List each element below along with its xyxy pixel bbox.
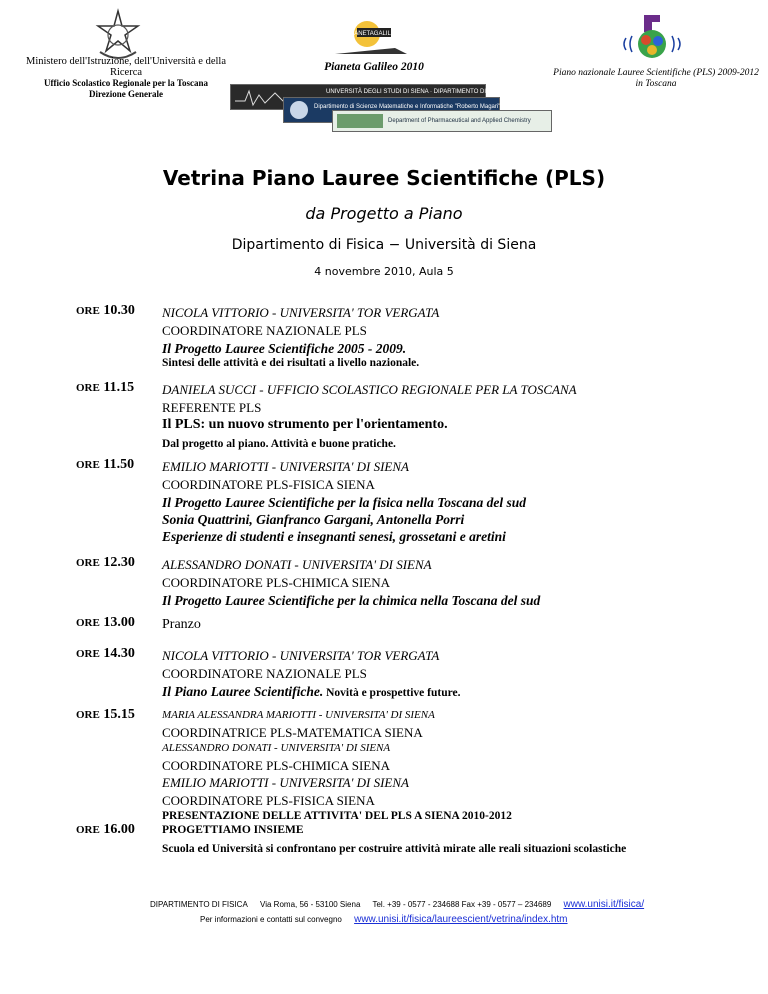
line-text: REFERENTE PLS bbox=[162, 400, 262, 415]
line-text: Il Progetto Lauree Scientifiche 2005 - 2009. bbox=[162, 341, 407, 356]
ministry-line-1: Ministero dell'Istruzione, dell'Università e della Ricerca bbox=[25, 56, 227, 78]
line-text: COORDINATORE PLS-FISICA SIENA bbox=[162, 477, 375, 492]
line-text: Il Progetto Lauree Scientifiche per la fisica nella Toscana del sud bbox=[162, 495, 526, 510]
galileo-caption: Pianeta Galileo 2010 bbox=[324, 61, 424, 73]
line-text: Dal progetto al piano. Attività e buone pratiche. bbox=[162, 438, 396, 450]
line-text: EMILIO MARIOTTI - UNIVERSITA' DI SIENA bbox=[162, 775, 409, 790]
talk-title bbox=[162, 528, 762, 545]
line-text: NICOLA VITTORIO - UNIVERSITA' TOR VERGATA bbox=[162, 305, 440, 320]
page-subtitle: da Progetto a Piano bbox=[305, 204, 463, 223]
time-slot bbox=[76, 555, 135, 571]
speaker-role bbox=[162, 725, 762, 740]
speaker-role bbox=[162, 575, 762, 590]
speaker-name bbox=[162, 382, 762, 398]
talk-title bbox=[162, 683, 762, 702]
page-title: Vetrina Piano Lauree Scientifiche (PLS) bbox=[162, 166, 606, 190]
ministry-line-3: Direzione Generale bbox=[88, 89, 164, 99]
talk-description bbox=[162, 357, 762, 369]
ministry-heading bbox=[10, 56, 242, 100]
department-line: Dipartimento di Fisica − Università di Siena bbox=[231, 237, 537, 253]
time-prefix: ORE bbox=[76, 557, 100, 569]
line-text: Sonia Quattrini, Gianfranco Gargani, Antonella Porri bbox=[162, 512, 465, 527]
line-text: Il Progetto Lauree Scientifiche per la chimica nella Toscana del sud bbox=[162, 593, 541, 608]
footer-dept: DIPARTIMENTO DI FISICA bbox=[150, 900, 248, 909]
line-text: COORDINATORE NAZIONALE PLS bbox=[162, 666, 367, 681]
talk-description bbox=[162, 810, 762, 822]
speaker-name bbox=[162, 775, 762, 791]
line-text: PRESENTAZIONE DELLE ATTIVITA' DEL PLS A SIENA 2010-2012 bbox=[162, 810, 512, 822]
line-text: Pranzo bbox=[162, 617, 201, 632]
speaker-role bbox=[162, 477, 762, 492]
time-value: 13.00 bbox=[103, 615, 135, 630]
speaker-name bbox=[162, 709, 762, 721]
line-text: Esperienze di studenti e insegnanti senesi, grossetani e aretini bbox=[162, 529, 506, 544]
line-text: Scuola ed Università si confrontano per costruire attività mirate alle reali situazioni scolastiche bbox=[162, 843, 627, 855]
galileo-logo-text: PIANETAGALILEO bbox=[348, 31, 400, 37]
speaker-role bbox=[162, 666, 762, 681]
talk-description: Novità e prospettive future. bbox=[323, 687, 461, 699]
line-text: COORDINATORE PLS-CHIMICA SIENA bbox=[162, 575, 391, 590]
time-value: 11.50 bbox=[103, 457, 135, 472]
talk-title bbox=[162, 417, 762, 433]
speaker-name bbox=[162, 557, 762, 573]
time-value: 10.30 bbox=[103, 303, 135, 318]
footer-address: Via Roma, 56 - 53100 Siena bbox=[260, 900, 361, 909]
banner-3-text: Department of Pharmaceutical and Applied Chemistry bbox=[388, 118, 531, 124]
line-text: Sintesi delle attività e dei risultati a livello nazionale. bbox=[162, 357, 420, 369]
time-prefix: ORE bbox=[76, 382, 100, 394]
talk-description bbox=[162, 438, 762, 450]
banner-pharmaceutical-chemistry bbox=[332, 110, 552, 132]
session-label bbox=[162, 617, 762, 633]
line-text: Il Piano Lauree Scientifiche. bbox=[162, 684, 324, 699]
time-slot bbox=[76, 615, 135, 631]
speaker-name bbox=[162, 742, 762, 754]
speaker-name bbox=[162, 648, 762, 664]
footer-info-line bbox=[200, 914, 760, 925]
time-value: 11.15 bbox=[103, 380, 135, 395]
line-text: Il PLS: un nuovo strumento per l'orientamento. bbox=[162, 417, 448, 432]
line-text: ALESSANDRO DONATI - UNIVERSITA' DI SIENA bbox=[162, 742, 391, 754]
time-prefix: ORE bbox=[76, 709, 100, 721]
footer-info: Per informazioni e contatti sul convegno bbox=[200, 915, 342, 924]
line-text: COORDINATORE PLS-CHIMICA SIENA bbox=[162, 758, 391, 773]
time-slot bbox=[76, 380, 134, 396]
time-slot bbox=[76, 646, 135, 662]
talk-title bbox=[162, 494, 762, 511]
pls-logo bbox=[622, 10, 682, 62]
line-text: MARIA ALESSANDRA MARIOTTI - UNIVERSITA' DI SIENA bbox=[162, 709, 435, 721]
talk-title bbox=[162, 511, 762, 528]
pls-caption-line-1: Piano nazionale Lauree Scientifiche (PLS) 2009-2012 bbox=[553, 68, 759, 78]
banner-2-text: Dipartimento di Scienze Matematiche e Informatiche "Roberto Magari" bbox=[314, 104, 501, 110]
speaker-name bbox=[162, 459, 762, 475]
time-value: 15.15 bbox=[103, 707, 135, 722]
footer-info-link[interactable]: www.unisi.it/fisica/laureescient/vetrina/index.htm bbox=[354, 914, 568, 925]
speaker-role bbox=[162, 758, 762, 773]
event-date: 4 novembre 2010, Aula 5 bbox=[314, 265, 454, 278]
time-prefix: ORE bbox=[76, 617, 100, 629]
line-text: EMILIO MARIOTTI - UNIVERSITA' DI SIENA bbox=[162, 459, 409, 474]
time-prefix: ORE bbox=[76, 305, 100, 317]
speaker-name bbox=[162, 305, 762, 321]
pianeta-galileo-logo bbox=[333, 18, 413, 62]
line-text: COORDINATRICE PLS-MATEMATICA SIENA bbox=[162, 725, 423, 740]
speaker-role bbox=[162, 323, 762, 338]
time-prefix: ORE bbox=[76, 824, 100, 836]
pls-caption-line-2: in Toscana bbox=[635, 79, 677, 89]
footer-site-link[interactable]: www.unisi.it/fisica/ bbox=[563, 899, 645, 910]
talk-description bbox=[162, 843, 762, 855]
molecule-icon bbox=[337, 114, 383, 128]
line-text: COORDINATORE NAZIONALE PLS bbox=[162, 323, 367, 338]
footer-phone: Tel. +39 - 0577 - 234688 Fax +39 - 0577 – 234689 bbox=[372, 900, 552, 909]
speaker-role bbox=[162, 400, 762, 415]
line-text: NICOLA VITTORIO - UNIVERSITA' TOR VERGATA bbox=[162, 648, 440, 663]
time-slot bbox=[76, 303, 135, 319]
line-text: DANIELA SUCCI - UFFICIO SCOLASTICO REGIONALE PER LA TOSCANA bbox=[162, 382, 577, 397]
department-seal-icon bbox=[290, 101, 308, 119]
pls-caption bbox=[548, 68, 764, 90]
line-text: ALESSANDRO DONATI - UNIVERSITA' DI SIENA bbox=[162, 557, 432, 572]
line-text: PROGETTIAMO INSIEME bbox=[162, 824, 304, 836]
banner-1-text: UNIVERSITÀ DEGLI STUDI DI SIENA · DIPARTIMENTO DI FISICA bbox=[326, 89, 508, 95]
ministry-line-2: Ufficio Scolastico Regionale per la Toscana bbox=[43, 78, 209, 88]
line-text: COORDINATORE PLS-FISICA SIENA bbox=[162, 793, 375, 808]
time-prefix: ORE bbox=[76, 459, 100, 471]
talk-title bbox=[162, 340, 762, 357]
talk-description bbox=[162, 824, 762, 836]
talk-title bbox=[162, 592, 762, 609]
time-value: 14.30 bbox=[103, 646, 135, 661]
time-slot bbox=[76, 457, 134, 473]
time-slot bbox=[76, 822, 135, 838]
time-value: 12.30 bbox=[103, 555, 135, 570]
time-prefix: ORE bbox=[76, 648, 100, 660]
time-slot bbox=[76, 707, 135, 723]
footer-contact-line bbox=[150, 899, 750, 910]
italian-republic-emblem-icon bbox=[92, 8, 144, 62]
time-value: 16.00 bbox=[103, 822, 135, 837]
speaker-role bbox=[162, 793, 762, 808]
